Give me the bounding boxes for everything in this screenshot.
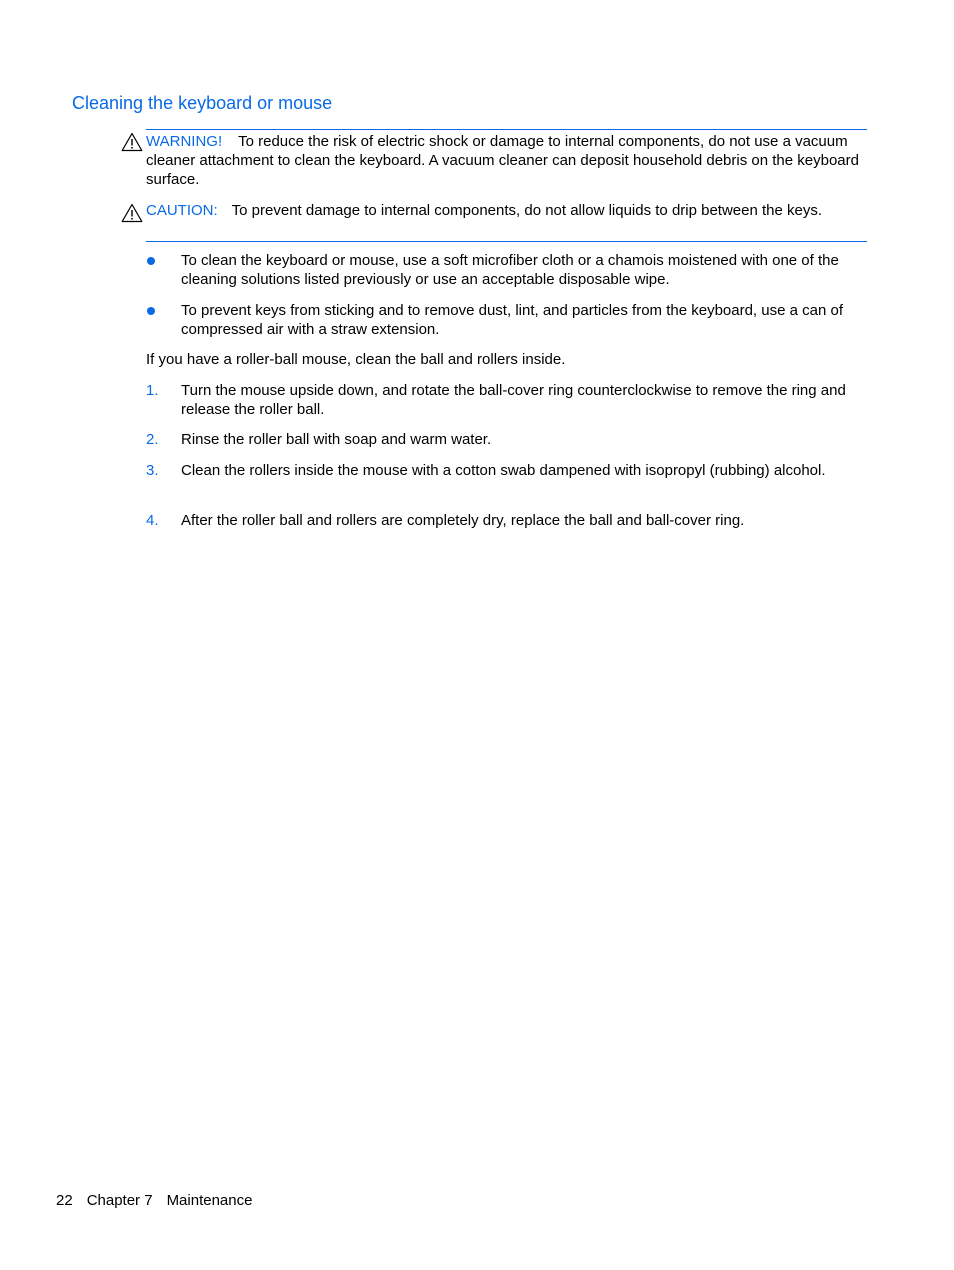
bullet-icon xyxy=(147,307,155,315)
step-text: Clean the rollers inside the mouse with a cotton swab dampened with isopropyl (rubbing) alcohol. xyxy=(181,462,826,479)
caution-label: CAUTION: xyxy=(146,202,218,219)
notice-bottom-rule xyxy=(146,241,867,242)
intro-paragraph: If you have a roller-ball mouse, clean the ball and rollers inside. xyxy=(146,351,566,368)
footer-chapter: Chapter 7 xyxy=(86,1192,153,1209)
warning-label: WARNING! xyxy=(146,133,223,150)
caution-text: To prevent damage to internal components, do not allow liquids to drip between the keys. xyxy=(231,202,823,219)
step-text: After the roller ball and rollers are completely dry, replace the ball and ball-cover ring. xyxy=(181,512,745,529)
step-text: Rinse the roller ball with soap and warm water. xyxy=(181,431,492,448)
step-number: 3. xyxy=(146,462,159,479)
warning-triangle-icon xyxy=(121,132,143,152)
page-number: 22 xyxy=(56,1192,73,1209)
section-title: Cleaning the keyboard or mouse xyxy=(72,93,333,113)
step-number: 2. xyxy=(146,431,159,448)
page-footer xyxy=(56,1191,266,1210)
step-text: Turn the mouse upside down, and rotate the ball-cover ring counterclockwise to remove the ring and release the roller ball. xyxy=(181,382,846,418)
notice-top-rule xyxy=(146,129,867,130)
bullet-text: To clean the keyboard or mouse, use a soft microfiber cloth or a chamois moistened with one of the cleaning solutions listed previously or use an acceptable disposable wipe. xyxy=(181,252,839,288)
warning-notice xyxy=(146,132,867,189)
step-number: 4. xyxy=(146,512,159,529)
footer-chapter-title: Maintenance xyxy=(166,1192,253,1209)
bullet-text: To prevent keys from sticking and to remove dust, lint, and particles from the keyboard, use a can of compressed air with a straw extension. xyxy=(181,302,843,338)
step-number: 1. xyxy=(146,382,159,399)
caution-triangle-icon xyxy=(121,203,143,223)
bullet-icon xyxy=(147,257,155,265)
warning-text: To reduce the risk of electric shock or damage to internal components, do not use a vacuum cleaner attachment to clean the keyboard. A vacuum cleaner can deposit household debris on the keyboard surface. xyxy=(146,133,859,188)
caution-notice xyxy=(146,201,867,220)
